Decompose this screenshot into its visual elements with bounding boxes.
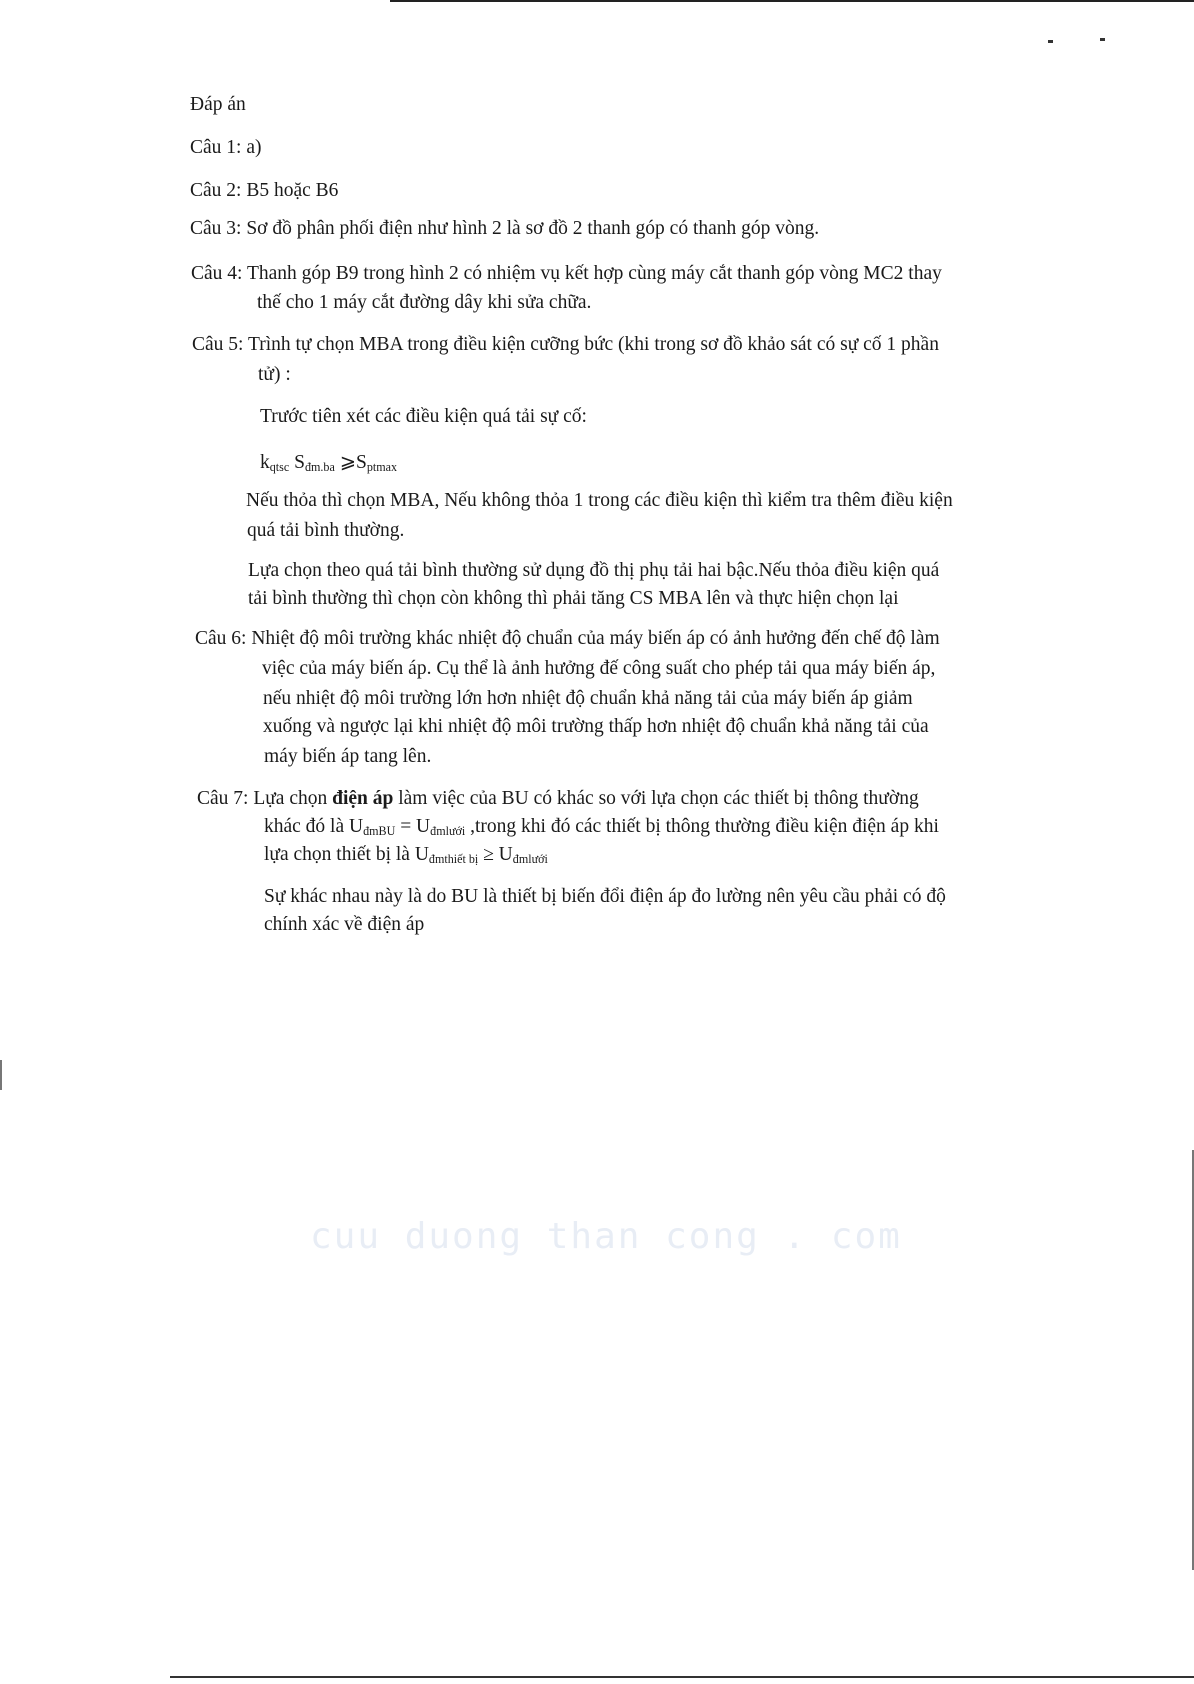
scan-speck xyxy=(1100,38,1105,41)
answer-q2: Câu 2: B5 hoặc B6 xyxy=(190,180,339,201)
answer-q5-line: tử) : xyxy=(258,364,291,385)
answer-q7-line: chính xác về điện áp xyxy=(264,914,425,935)
overload-formula: $k_{qtsc}$ $S_{đm.ba}$ $⩾S_{ptmax}$ xyxy=(260,452,398,475)
answer-q6-line: xuống và ngược lại khi nhiệt độ môi trường thấp hơn nhiệt độ chuẩn khả năng tải của xyxy=(263,716,929,737)
answer-heading: Đáp án xyxy=(190,94,246,115)
answer-q6-line: Câu 6: Nhiệt độ môi trường khác nhiệt độ chuẩn của máy biến áp có ảnh hưởng đến chế độ làm xyxy=(195,628,940,649)
answer-q3: Câu 3: Sơ đồ phân phối điện như hình 2 là sơ đồ 2 thanh góp có thanh góp vòng. xyxy=(190,218,820,239)
answer-q4-line: thế cho 1 máy cắt đường dây khi sửa chữa. xyxy=(257,292,592,313)
answer-q6-line: máy biến áp tang lên. xyxy=(264,746,432,767)
top-border-line xyxy=(390,0,1194,2)
answer-q7-line: lựa chọn thiết bị là $U_{đmthiết bị} \ge U_{đmlưới}$ xyxy=(264,844,548,867)
answer-q7-line: khác đó là $U_{đmBU} = U_{đmlưới}$ ,trong khi đó các thiết bị thông thường điều kiện điện áp khi xyxy=(264,816,939,839)
answer-q5-intro: Trước tiên xét các điều kiện quá tải sự cố: xyxy=(260,406,587,427)
answer-q1: Câu 1: a) xyxy=(190,137,262,158)
answer-q5-line: Lựa chọn theo quá tải bình thường sử dụng đồ thị phụ tải hai bậc.Nếu thỏa điều kiện quá xyxy=(248,560,940,581)
scan-edge-mark xyxy=(0,1060,2,1090)
answer-q5-line: Nếu thỏa thì chọn MBA, Nếu không thỏa 1 trong các điều kiện thì kiểm tra thêm điều kiện xyxy=(246,490,953,511)
answer-q5-line: tải bình thường thì chọn còn không thì phải tăng CS MBA lên và thực hiện chọn lại xyxy=(248,588,899,609)
answer-q4-line: Câu 4: Thanh góp B9 trong hình 2 có nhiệm vụ kết hợp cùng máy cắt thanh góp vòng MC2 thay xyxy=(191,263,942,284)
answer-q6-line: việc của máy biến áp. Cụ thể là ảnh hưởng đế công suất cho phép tải qua máy biến áp, xyxy=(262,658,936,679)
answer-q7-line: Câu 7: Lựa chọn điện áp làm việc của BU có khác so với lựa chọn các thiết bị thông thường xyxy=(197,788,919,809)
scan-speck xyxy=(1048,40,1053,43)
answer-q7-line: Sự khác nhau này là do BU là thiết bị biến đổi điện áp đo lường nên yêu cầu phải có độ xyxy=(264,886,946,907)
answer-q5-line: quá tải bình thường. xyxy=(247,520,405,541)
answer-q5-line: Câu 5: Trình tự chọn MBA trong điều kiện cưỡng bức (khi trong sơ đồ khảo sát có sự cố 1 phần xyxy=(192,334,939,355)
answer-q6-line: nếu nhiệt độ môi trường lớn hơn nhiệt độ chuẩn khả năng tải của máy biến áp giảm xyxy=(263,688,913,709)
watermark: cuu duong than cong . com xyxy=(310,1216,902,1257)
bottom-border-line xyxy=(170,1676,1194,1678)
